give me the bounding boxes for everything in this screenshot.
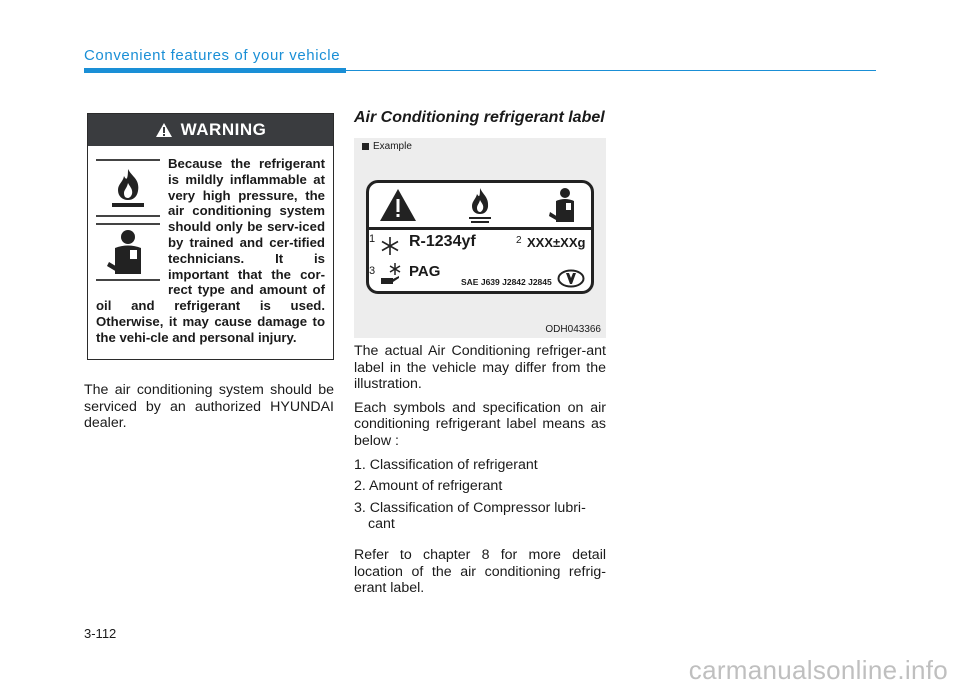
section-title: Air Conditioning refrigerant label [354,109,605,126]
label-difference-paragraph: The actual Air Conditioning refriger-ant label in the vehicle may differ from the illustration. [354,343,606,393]
list-item: 1. Classification of refrigerant [354,456,538,473]
warning-text: Because the refrigerant is mildly inflammable at very high pressure, the air conditioning system should only be serv-iced by trained and cer-tified technicians. It is important that the cor-rect type and amount of oil and refrigerant is used. Otherwise, it may cause damage to the vehi-cle and personal injury. [96,156,325,345]
marker-1: 1 [369,233,376,245]
warning-heading: WARNING [180,120,267,139]
refrigerant-type: R-1234yf [409,233,476,250]
lubricant-type: PAG [409,263,441,280]
flammable-icon [96,159,160,217]
section-header-title: Convenient features of your vehicle [84,47,341,64]
list-item: 2. Amount of refrigerant [354,478,503,495]
technician-icon [549,186,579,224]
example-caption [362,141,412,152]
sae-standards: SAE J639 J2842 J2845 [461,277,552,287]
refrigerant-snowflake-icon [380,236,400,256]
flammable-icon [465,186,495,224]
warning-heading-bar [88,114,333,146]
label-card [366,180,594,294]
warning-triangle-icon [155,122,173,138]
list-item: 3. Classification of Compressor lubri-cant [354,499,586,533]
oil-can-icon [379,262,403,286]
marker-3: 3 [369,265,376,277]
technician-icon [96,223,160,281]
header-bar-accent [84,68,346,73]
site-watermark: carmanualsonline.info [688,655,948,685]
page-number: 3-112 [84,626,117,641]
chapter-reference-paragraph: Refer to chapter 8 for more detail location of the air conditioning refrig-erant label. [354,546,606,597]
warning-box [87,113,334,360]
refrigerant-label-illustration [354,138,606,338]
example-square-icon [362,143,369,150]
hyundai-logo-icon [557,269,585,288]
label-divider [369,227,591,230]
warning-body [88,146,333,346]
dealer-service-paragraph: The air conditioning system should be serviced by an authorized HYUNDAI dealer. [84,382,334,432]
header-rule [346,70,876,71]
refrigerant-amount: XXX±XXg [527,235,586,250]
example-label: Example [373,141,412,152]
symbols-intro-paragraph: Each symbols and specification on air conditioning refrigerant label means as below : [354,399,606,449]
illustration-code: ODH043366 [545,324,601,335]
right-column-text [354,343,606,604]
marker-2: 2 [516,235,522,246]
caution-icon [378,187,418,223]
